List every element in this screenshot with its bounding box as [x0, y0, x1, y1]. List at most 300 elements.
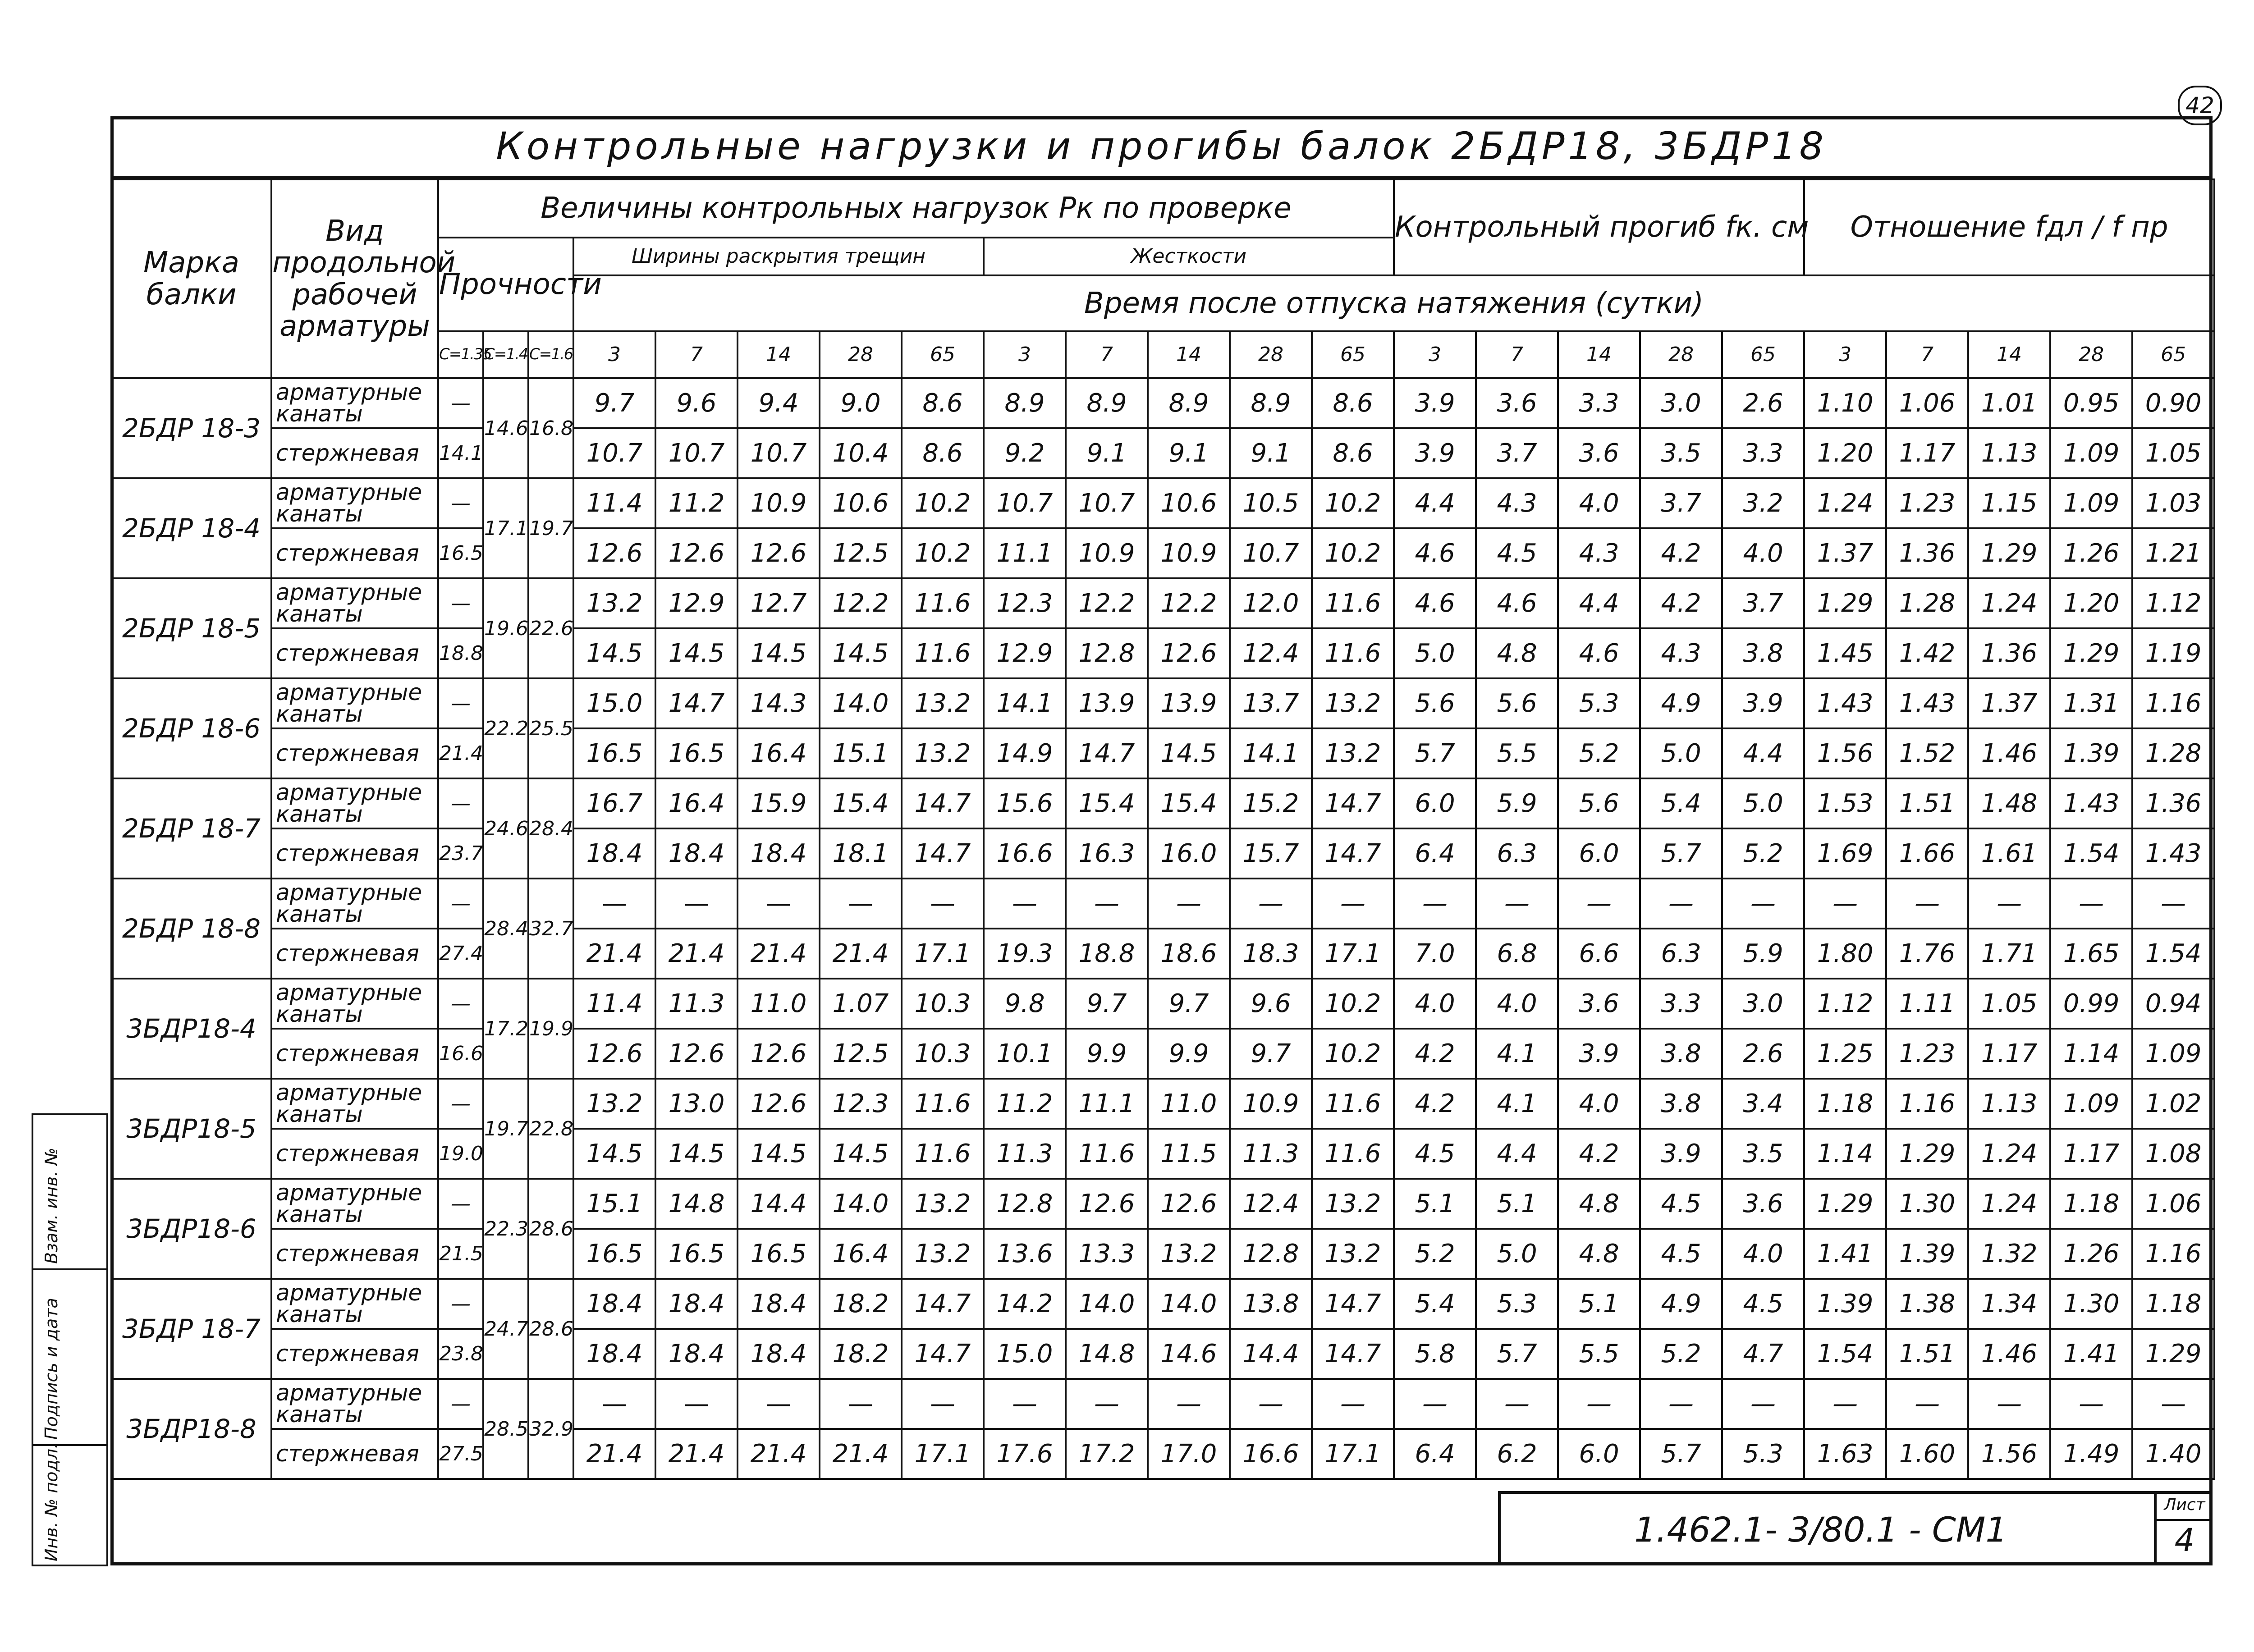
- value-cell: 13.2: [902, 678, 984, 728]
- value-cell: 10.7: [655, 428, 738, 478]
- value-cell: 4.3: [1476, 478, 1558, 528]
- header-day: 28: [1230, 331, 1312, 378]
- load-c135: 23.7: [438, 828, 483, 879]
- value-cell: —: [1148, 1379, 1230, 1429]
- value-cell: 12.6: [573, 528, 655, 578]
- table-row: [111, 979, 2214, 1029]
- value-cell: 12.6: [655, 528, 738, 578]
- value-cell: 15.4: [1148, 778, 1230, 828]
- value-cell: 5.9: [1722, 929, 1804, 979]
- load-c14: 17.2: [483, 979, 528, 1079]
- side-label-inventory: Инв. № подл.: [41, 1443, 61, 1561]
- value-cell: 4.5: [1394, 1129, 1476, 1179]
- value-cell: 18.4: [655, 828, 738, 879]
- value-cell: 1.26: [2050, 1229, 2132, 1279]
- value-cell: 0.95: [2050, 378, 2132, 428]
- sheet-box: [2154, 1494, 2213, 1565]
- header-mark: Марка балки: [111, 179, 271, 378]
- reinforcement-kind: арматурные канаты: [271, 678, 438, 728]
- value-cell: —: [1640, 879, 1722, 929]
- value-cell: 12.6: [738, 1079, 820, 1129]
- value-cell: 6.8: [1476, 929, 1558, 979]
- value-cell: 1.65: [2050, 929, 2132, 979]
- value-cell: 4.4: [1722, 728, 1804, 778]
- value-cell: 14.0: [820, 678, 902, 728]
- value-cell: 1.17: [1886, 428, 1968, 478]
- value-cell: 4.0: [1394, 979, 1476, 1029]
- value-cell: 1.43: [2132, 828, 2214, 879]
- value-cell: 11.1: [984, 528, 1066, 578]
- value-cell: 11.4: [573, 979, 655, 1029]
- value-cell: 6.2: [1476, 1429, 1558, 1479]
- value-cell: 14.7: [902, 778, 984, 828]
- value-cell: —: [1804, 1379, 1886, 1429]
- beam-mark: 2БДР 18-5: [111, 578, 271, 678]
- value-cell: 4.4: [1476, 1129, 1558, 1179]
- value-cell: 4.9: [1640, 678, 1722, 728]
- load-c16: 32.7: [528, 879, 573, 979]
- value-cell: —: [573, 1379, 655, 1429]
- load-c135: —: [438, 678, 483, 728]
- load-c16: 19.7: [528, 478, 573, 578]
- value-cell: 13.2: [573, 578, 655, 628]
- header-day: 3: [1394, 331, 1476, 378]
- value-cell: 11.3: [1230, 1129, 1312, 1179]
- value-cell: 6.0: [1558, 1429, 1640, 1479]
- value-cell: 8.6: [1312, 378, 1394, 428]
- value-cell: 17.1: [902, 1429, 984, 1479]
- value-cell: 1.28: [2132, 728, 2214, 778]
- value-cell: 3.6: [1558, 979, 1640, 1029]
- value-cell: 12.6: [738, 528, 820, 578]
- header-day: 28: [2050, 331, 2132, 378]
- value-cell: 4.2: [1640, 578, 1722, 628]
- load-c16: 22.6: [528, 578, 573, 678]
- value-cell: —: [2132, 879, 2214, 929]
- value-cell: 4.2: [1640, 528, 1722, 578]
- beam-mark: 2БДР 18-3: [111, 378, 271, 478]
- value-cell: 4.3: [1640, 628, 1722, 678]
- value-cell: 21.4: [820, 929, 902, 979]
- value-cell: 5.7: [1476, 1329, 1558, 1379]
- value-cell: 5.3: [1558, 678, 1640, 728]
- table-row: [111, 378, 2214, 428]
- value-cell: 5.3: [1722, 1429, 1804, 1479]
- value-cell: 12.0: [1230, 578, 1312, 628]
- beam-mark: 2БДР 18-6: [111, 678, 271, 778]
- value-cell: 10.2: [1312, 478, 1394, 528]
- load-c135: —: [438, 778, 483, 828]
- value-cell: 5.6: [1476, 678, 1558, 728]
- value-cell: 7.0: [1394, 929, 1476, 979]
- load-c14: 19.7: [483, 1079, 528, 1179]
- value-cell: 21.4: [738, 1429, 820, 1479]
- value-cell: 5.7: [1394, 728, 1476, 778]
- value-cell: 3.6: [1558, 428, 1640, 478]
- value-cell: 14.5: [1148, 728, 1230, 778]
- value-cell: 3.0: [1722, 979, 1804, 1029]
- value-cell: 9.1: [1066, 428, 1148, 478]
- value-cell: 1.39: [1804, 1279, 1886, 1329]
- value-cell: 1.56: [1968, 1429, 2050, 1479]
- value-cell: 14.0: [1148, 1279, 1230, 1329]
- value-cell: 10.6: [820, 478, 902, 528]
- value-cell: 21.4: [655, 929, 738, 979]
- header-ratio: Отношение fдл / f пр: [1804, 179, 2214, 275]
- load-c135: 21.5: [438, 1229, 483, 1279]
- header-kind: Вид продольной рабочей арматуры: [271, 179, 438, 378]
- value-cell: 0.94: [2132, 979, 2214, 1029]
- value-cell: 3.9: [1394, 428, 1476, 478]
- load-c14: 28.4: [483, 879, 528, 979]
- value-cell: 4.6: [1394, 578, 1476, 628]
- value-cell: 13.0: [655, 1079, 738, 1129]
- value-cell: 1.24: [1804, 478, 1886, 528]
- value-cell: 11.3: [655, 979, 738, 1029]
- value-cell: 1.52: [1886, 728, 1968, 778]
- value-cell: 4.0: [1722, 528, 1804, 578]
- value-cell: 12.3: [984, 578, 1066, 628]
- value-cell: 9.1: [1148, 428, 1230, 478]
- header-day: 65: [1312, 331, 1394, 378]
- value-cell: 9.9: [1148, 1029, 1230, 1079]
- value-cell: 11.6: [1066, 1129, 1148, 1179]
- value-cell: 1.25: [1804, 1029, 1886, 1079]
- value-cell: —: [1558, 1379, 1640, 1429]
- load-c16: 28.6: [528, 1279, 573, 1379]
- value-cell: 17.6: [984, 1429, 1066, 1479]
- value-cell: 3.8: [1722, 628, 1804, 678]
- value-cell: 4.7: [1722, 1329, 1804, 1379]
- value-cell: 1.05: [1968, 979, 2050, 1029]
- value-cell: 1.40: [2132, 1429, 2214, 1479]
- value-cell: 16.6: [984, 828, 1066, 879]
- value-cell: 4.6: [1558, 628, 1640, 678]
- load-c135: —: [438, 578, 483, 628]
- value-cell: 1.14: [2050, 1029, 2132, 1079]
- table-row: [111, 929, 2214, 979]
- value-cell: 4.6: [1476, 578, 1558, 628]
- value-cell: 1.13: [1968, 1079, 2050, 1129]
- value-cell: 9.8: [984, 979, 1066, 1029]
- beam-mark: 3БДР18-6: [111, 1179, 271, 1279]
- value-cell: 11.2: [655, 478, 738, 528]
- value-cell: 9.0: [820, 378, 902, 428]
- value-cell: 21.4: [573, 1429, 655, 1479]
- header-c-1: C=1.4: [483, 331, 528, 378]
- value-cell: 4.8: [1476, 628, 1558, 678]
- table-row: [111, 1229, 2214, 1279]
- value-cell: 1.29: [1886, 1129, 1968, 1179]
- value-cell: 9.1: [1230, 428, 1312, 478]
- value-cell: 14.5: [655, 1129, 738, 1179]
- value-cell: 14.7: [1312, 828, 1394, 879]
- value-cell: 14.5: [573, 1129, 655, 1179]
- value-cell: 5.0: [1394, 628, 1476, 678]
- value-cell: 4.5: [1722, 1279, 1804, 1329]
- value-cell: 11.6: [902, 1079, 984, 1129]
- table-row: [111, 678, 2214, 728]
- value-cell: 4.6: [1394, 528, 1476, 578]
- value-cell: 1.69: [1804, 828, 1886, 879]
- load-c135: —: [438, 879, 483, 929]
- value-cell: 5.2: [1558, 728, 1640, 778]
- table-row: [111, 1279, 2214, 1329]
- reinforcement-kind: стержневая: [271, 828, 438, 879]
- table-row: [111, 1079, 2214, 1129]
- value-cell: 11.6: [1312, 628, 1394, 678]
- value-cell: 1.37: [1804, 528, 1886, 578]
- value-cell: 1.21: [2132, 528, 2214, 578]
- value-cell: 13.9: [1148, 678, 1230, 728]
- value-cell: —: [1640, 1379, 1722, 1429]
- value-cell: 13.2: [573, 1079, 655, 1129]
- load-c14: 24.7: [483, 1279, 528, 1379]
- value-cell: 1.03: [2132, 478, 2214, 528]
- value-cell: 6.0: [1394, 778, 1476, 828]
- value-cell: 16.5: [738, 1229, 820, 1279]
- value-cell: 12.5: [820, 1029, 902, 1079]
- value-cell: 13.2: [902, 1179, 984, 1229]
- reinforcement-kind: стержневая: [271, 1429, 438, 1479]
- value-cell: —: [1476, 879, 1558, 929]
- value-cell: 6.3: [1640, 929, 1722, 979]
- value-cell: 2.6: [1722, 1029, 1804, 1079]
- value-cell: 1.11: [1886, 979, 1968, 1029]
- value-cell: 1.51: [1886, 778, 1968, 828]
- value-cell: —: [1722, 879, 1804, 929]
- value-cell: 1.34: [1968, 1279, 2050, 1329]
- value-cell: 10.7: [573, 428, 655, 478]
- value-cell: 10.3: [902, 979, 984, 1029]
- value-cell: 1.29: [1968, 528, 2050, 578]
- value-cell: 1.43: [1886, 678, 1968, 728]
- value-cell: 1.28: [1886, 578, 1968, 628]
- reinforcement-kind: стержневая: [271, 1229, 438, 1279]
- value-cell: 12.7: [738, 578, 820, 628]
- value-cell: 1.26: [2050, 528, 2132, 578]
- value-cell: 1.66: [1886, 828, 1968, 879]
- load-c135: —: [438, 378, 483, 428]
- value-cell: 3.2: [1722, 478, 1804, 528]
- load-c16: 28.4: [528, 778, 573, 879]
- value-cell: 9.7: [573, 378, 655, 428]
- value-cell: —: [820, 1379, 902, 1429]
- value-cell: 18.4: [655, 1329, 738, 1379]
- value-cell: 12.2: [1066, 578, 1148, 628]
- value-cell: 1.10: [1804, 378, 1886, 428]
- value-cell: 13.8: [1230, 1279, 1312, 1329]
- value-cell: 4.0: [1558, 478, 1640, 528]
- header-day: 65: [902, 331, 984, 378]
- side-label-replace: Взам. инв. №: [41, 1147, 61, 1264]
- value-cell: 15.0: [573, 678, 655, 728]
- value-cell: 14.7: [902, 1279, 984, 1329]
- value-cell: 5.1: [1394, 1179, 1476, 1229]
- header-time: Время после отпуска натяжения (сутки): [573, 275, 2214, 331]
- value-cell: 1.38: [1886, 1279, 1968, 1329]
- load-c16: 16.8: [528, 378, 573, 478]
- value-cell: 16.5: [655, 1229, 738, 1279]
- value-cell: 3.4: [1722, 1079, 1804, 1129]
- value-cell: 18.4: [738, 828, 820, 879]
- value-cell: 1.23: [1886, 478, 1968, 528]
- value-cell: 14.5: [738, 1129, 820, 1179]
- value-cell: 1.07: [820, 979, 902, 1029]
- value-cell: 9.2: [984, 428, 1066, 478]
- value-cell: 16.5: [573, 728, 655, 778]
- beam-mark: 3БДР18-8: [111, 1379, 271, 1479]
- value-cell: —: [1968, 879, 2050, 929]
- value-cell: 18.4: [738, 1279, 820, 1329]
- value-cell: 10.2: [902, 478, 984, 528]
- value-cell: 12.8: [984, 1179, 1066, 1229]
- load-c14: 28.5: [483, 1379, 528, 1479]
- value-cell: 18.2: [820, 1279, 902, 1329]
- value-cell: 1.16: [2132, 1229, 2214, 1279]
- value-cell: 1.19: [2132, 628, 2214, 678]
- value-cell: 13.2: [1312, 728, 1394, 778]
- value-cell: 4.2: [1394, 1029, 1476, 1079]
- reinforcement-kind: арматурные канаты: [271, 1079, 438, 1129]
- value-cell: 1.63: [1804, 1429, 1886, 1479]
- value-cell: 12.6: [1148, 1179, 1230, 1229]
- value-cell: 17.0: [1148, 1429, 1230, 1479]
- value-cell: 5.1: [1558, 1279, 1640, 1329]
- value-cell: 1.37: [1968, 678, 2050, 728]
- value-cell: 4.0: [1558, 1079, 1640, 1129]
- value-cell: 12.4: [1230, 1179, 1312, 1229]
- value-cell: 4.1: [1476, 1029, 1558, 1079]
- header-c-2: C=1.6: [528, 331, 573, 378]
- value-cell: 4.5: [1640, 1229, 1722, 1279]
- table-row: [111, 428, 2214, 478]
- value-cell: 3.3: [1722, 428, 1804, 478]
- value-cell: 14.0: [820, 1179, 902, 1229]
- value-cell: 10.1: [984, 1029, 1066, 1079]
- value-cell: 14.1: [984, 678, 1066, 728]
- value-cell: 18.3: [1230, 929, 1312, 979]
- load-c135: —: [438, 1279, 483, 1329]
- value-cell: 4.0: [1722, 1229, 1804, 1279]
- load-c16: 19.9: [528, 979, 573, 1079]
- value-cell: 1.13: [1968, 428, 2050, 478]
- value-cell: 15.1: [573, 1179, 655, 1229]
- value-cell: 3.7: [1722, 578, 1804, 628]
- beam-mark: 3БДР18-4: [111, 979, 271, 1079]
- value-cell: 10.2: [1312, 979, 1394, 1029]
- value-cell: 5.4: [1640, 778, 1722, 828]
- sheet-label: Лист: [2157, 1496, 2213, 1521]
- value-cell: —: [984, 879, 1066, 929]
- value-cell: 13.6: [984, 1229, 1066, 1279]
- value-cell: 18.4: [655, 1279, 738, 1329]
- value-cell: —: [1394, 1379, 1476, 1429]
- value-cell: 1.80: [1804, 929, 1886, 979]
- value-cell: 3.9: [1558, 1029, 1640, 1079]
- header-strength: Прочности: [438, 238, 573, 331]
- value-cell: 1.71: [1968, 929, 2050, 979]
- value-cell: —: [1230, 1379, 1312, 1429]
- value-cell: 9.6: [1230, 979, 1312, 1029]
- value-cell: 13.2: [1312, 1229, 1394, 1279]
- value-cell: —: [1066, 1379, 1148, 1429]
- header-crack: Ширины раскрытия трещин: [573, 238, 984, 275]
- value-cell: 10.9: [1148, 528, 1230, 578]
- value-cell: 1.39: [2050, 728, 2132, 778]
- table-row: [111, 728, 2214, 778]
- value-cell: 1.54: [2132, 929, 2214, 979]
- value-cell: 5.7: [1640, 828, 1722, 879]
- value-cell: 1.16: [1886, 1079, 1968, 1129]
- load-c135: 16.5: [438, 528, 483, 578]
- value-cell: 10.9: [738, 478, 820, 528]
- value-cell: 14.7: [1312, 778, 1394, 828]
- reinforcement-kind: стержневая: [271, 1129, 438, 1179]
- value-cell: 10.2: [1312, 528, 1394, 578]
- value-cell: —: [1230, 879, 1312, 929]
- value-cell: 15.9: [738, 778, 820, 828]
- value-cell: 13.2: [1312, 678, 1394, 728]
- value-cell: 9.7: [1148, 979, 1230, 1029]
- value-cell: —: [902, 1379, 984, 1429]
- value-cell: 9.7: [1230, 1029, 1312, 1079]
- table-row: [111, 778, 2214, 828]
- value-cell: 15.0: [984, 1329, 1066, 1379]
- value-cell: 1.29: [2050, 628, 2132, 678]
- value-cell: 4.1: [1476, 1079, 1558, 1129]
- value-cell: 3.8: [1640, 1079, 1722, 1129]
- value-cell: 1.53: [1804, 778, 1886, 828]
- title-block: [1498, 1491, 2213, 1565]
- value-cell: 4.5: [1640, 1179, 1722, 1229]
- value-cell: 12.9: [984, 628, 1066, 678]
- value-cell: 1.20: [2050, 578, 2132, 628]
- value-cell: 14.7: [1312, 1329, 1394, 1379]
- reinforcement-kind: стержневая: [271, 728, 438, 778]
- value-cell: 1.48: [1968, 778, 2050, 828]
- value-cell: 10.9: [1230, 1079, 1312, 1129]
- value-cell: 1.29: [1804, 1179, 1886, 1229]
- header-day: 14: [1558, 331, 1640, 378]
- value-cell: 18.2: [820, 1329, 902, 1379]
- value-cell: 4.4: [1558, 578, 1640, 628]
- value-cell: 5.2: [1722, 828, 1804, 879]
- value-cell: 9.6: [655, 378, 738, 428]
- value-cell: 11.6: [902, 1129, 984, 1179]
- value-cell: —: [1394, 879, 1476, 929]
- value-cell: —: [1558, 879, 1640, 929]
- value-cell: 10.2: [1312, 1029, 1394, 1079]
- value-cell: 6.0: [1558, 828, 1640, 879]
- value-cell: 6.4: [1394, 1429, 1476, 1479]
- value-cell: 12.9: [655, 578, 738, 628]
- value-cell: 14.7: [902, 1329, 984, 1379]
- value-cell: 3.8: [1640, 1029, 1722, 1079]
- value-cell: 16.5: [573, 1229, 655, 1279]
- value-cell: 15.1: [820, 728, 902, 778]
- value-cell: 14.8: [1066, 1329, 1148, 1379]
- value-cell: 15.2: [1230, 778, 1312, 828]
- value-cell: 1.12: [2132, 578, 2214, 628]
- load-c135: —: [438, 1179, 483, 1229]
- value-cell: 1.32: [1968, 1229, 2050, 1279]
- value-cell: —: [655, 1379, 738, 1429]
- value-cell: 1.36: [2132, 778, 2214, 828]
- value-cell: 1.30: [1886, 1179, 1968, 1229]
- value-cell: 1.06: [1886, 378, 1968, 428]
- value-cell: 3.3: [1640, 979, 1722, 1029]
